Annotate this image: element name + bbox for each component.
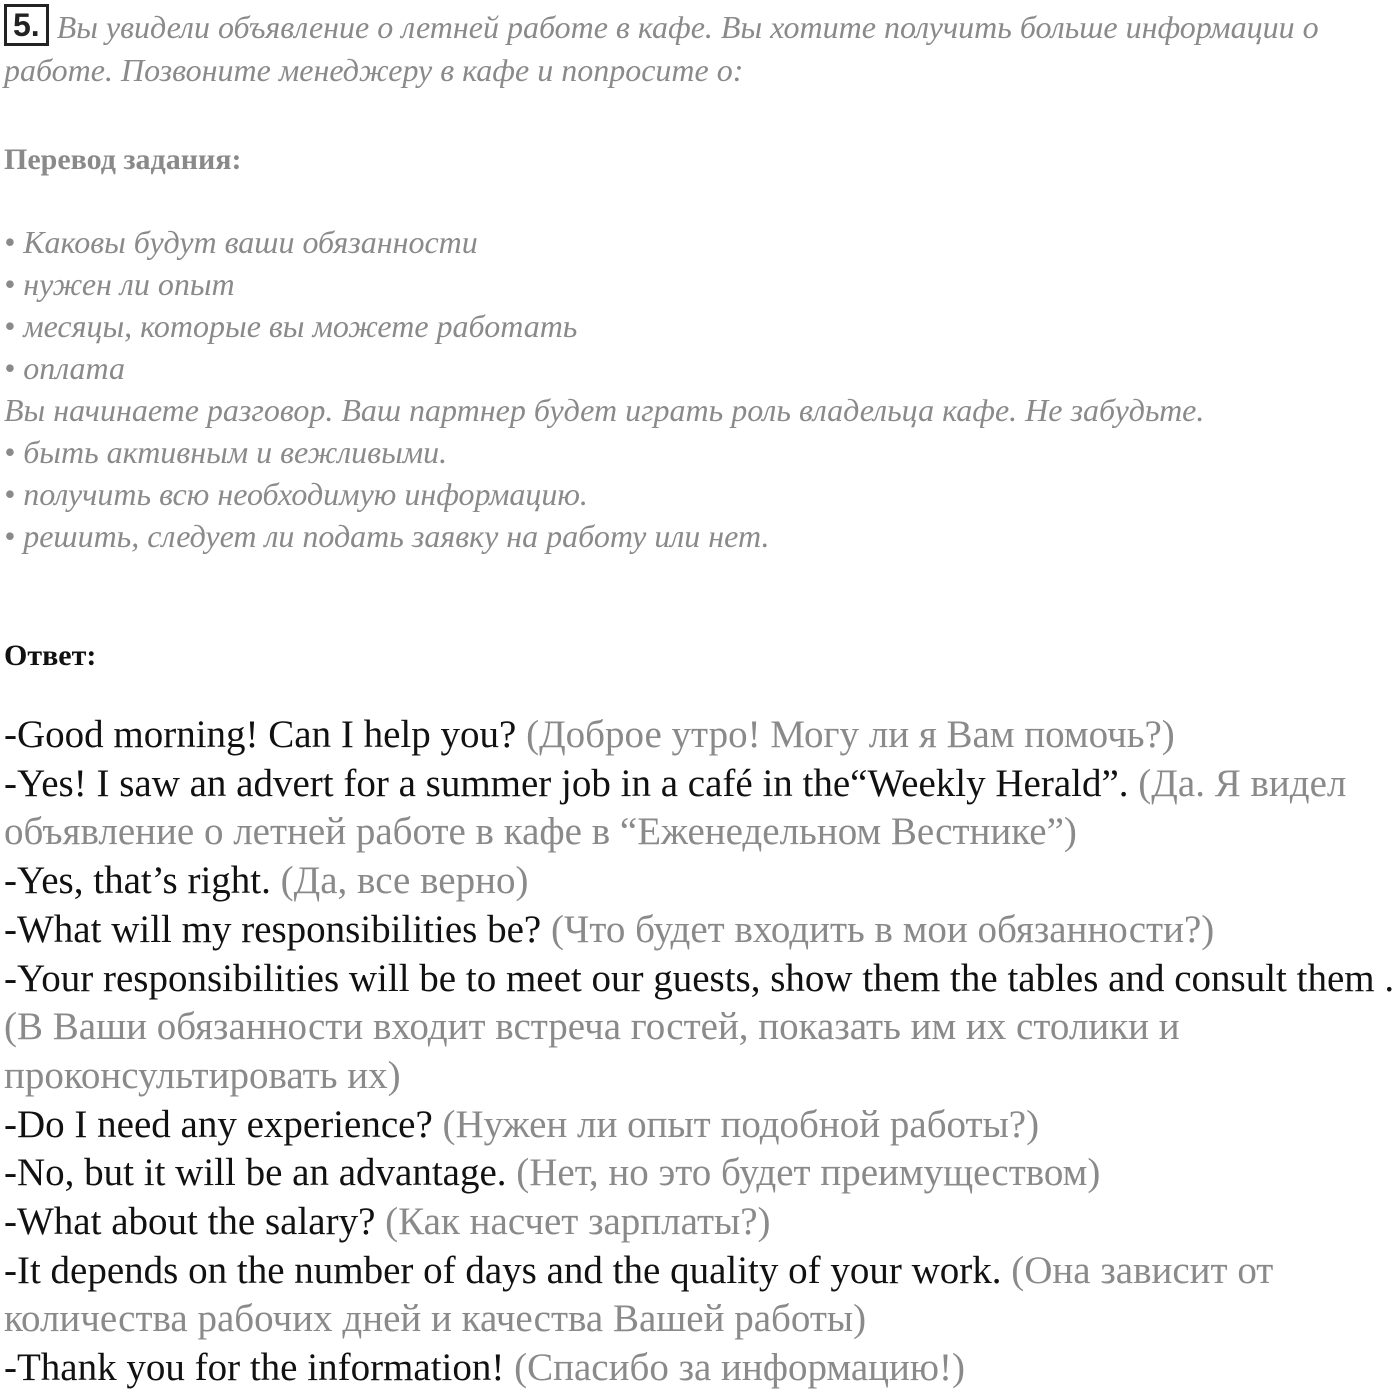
dialogue-russian: (Нужен ли опыт подобной работы?): [442, 1102, 1040, 1146]
translation-line: • решить, следует ли подать заявку на работу или нет.: [4, 518, 770, 554]
dialogue-line: [4, 711, 1396, 760]
translation-line: • Каковы будут ваши обязанности: [4, 224, 478, 260]
dialogue-english: -What will my responsibilities be?: [4, 907, 542, 951]
answer-heading: Ответ:: [4, 639, 97, 672]
dialogue-russian: (Как насчет зарплаты?): [385, 1200, 771, 1244]
translation-list: [4, 221, 1396, 557]
dialogue-english: -Your responsibilities will be to meet our guests, show them the tables and consult them .: [4, 956, 1395, 1000]
dialogue-russian: (Да, все верно): [280, 859, 529, 903]
dialogue-line: [4, 1198, 1396, 1247]
dialogue-russian: (Да. Я видел объявление о летней работе в кафе в “Еженедельном Вестнике”): [4, 761, 1347, 854]
dialogue-line: [4, 1344, 1396, 1393]
dialogue-russian: (Она зависит от количества рабочих дней и качества Вашей работы): [4, 1248, 1274, 1341]
dialogue-english: -Good morning! Can I help you?: [4, 713, 517, 756]
dialogue-russian: (Что будет входить в мои обязанности?): [550, 907, 1215, 951]
dialogue-english: -Thank you for the information!: [4, 1346, 505, 1390]
task-text: Вы увидели объявление о летней работе в кафе. Вы хотите получить больше информации о работе. Позвоните менеджеру в кафе и попросите о:: [4, 9, 1319, 88]
translation-line: • нужен ли опыт: [4, 266, 235, 302]
dialogue-line: [4, 857, 1396, 906]
dialogue-line: [4, 906, 1396, 955]
translation-line: • оплата: [4, 350, 126, 386]
dialogue: [4, 711, 1396, 1393]
dialogue-line: [4, 955, 1396, 1101]
dialogue-russian: (Доброе утро! Могу ли я Вам помочь?): [526, 713, 1175, 756]
dialogue-russian: (В Ваши обязанности входит встреча гостей, показать им их столики и проконсультировать их): [4, 1005, 1180, 1097]
translation-line: • быть активным и вежливыми.: [4, 434, 448, 470]
dialogue-russian: (Спасибо за информацию!): [514, 1346, 966, 1390]
dialogue-russian: (Нет, но это будет преимуществом): [516, 1151, 1101, 1195]
translation-line: • месяцы, которые вы можете работать: [4, 308, 578, 344]
dialogue-english: -Do I need any experience?: [4, 1102, 433, 1146]
dialogue-english: -No, but it will be an advantage.: [4, 1151, 507, 1195]
dialogue-line: [4, 1101, 1396, 1150]
dialogue-english: -It depends on the number of days and the quality of your work.: [4, 1248, 1002, 1292]
translation-line: • получить всю необходимую информацию.: [4, 476, 588, 512]
translation-line: Вы начинаете разговор. Ваш партнер будет играть роль владельца кафе. Не забудьте.: [4, 392, 1205, 428]
dialogue-line: [4, 760, 1396, 857]
translation-heading: Перевод задания:: [4, 143, 242, 176]
task-statement: [4, 4, 1396, 92]
dialogue-line: [4, 1149, 1396, 1198]
dialogue-line: [4, 1247, 1396, 1344]
task-number-box: 5.: [4, 4, 49, 46]
dialogue-english: -Yes, that’s right.: [4, 859, 271, 903]
dialogue-english: -What about the salary?: [4, 1200, 376, 1244]
dialogue-english: -Yes! I saw an advert for a summer job in a café in the“Weekly Herald”.: [4, 761, 1129, 805]
